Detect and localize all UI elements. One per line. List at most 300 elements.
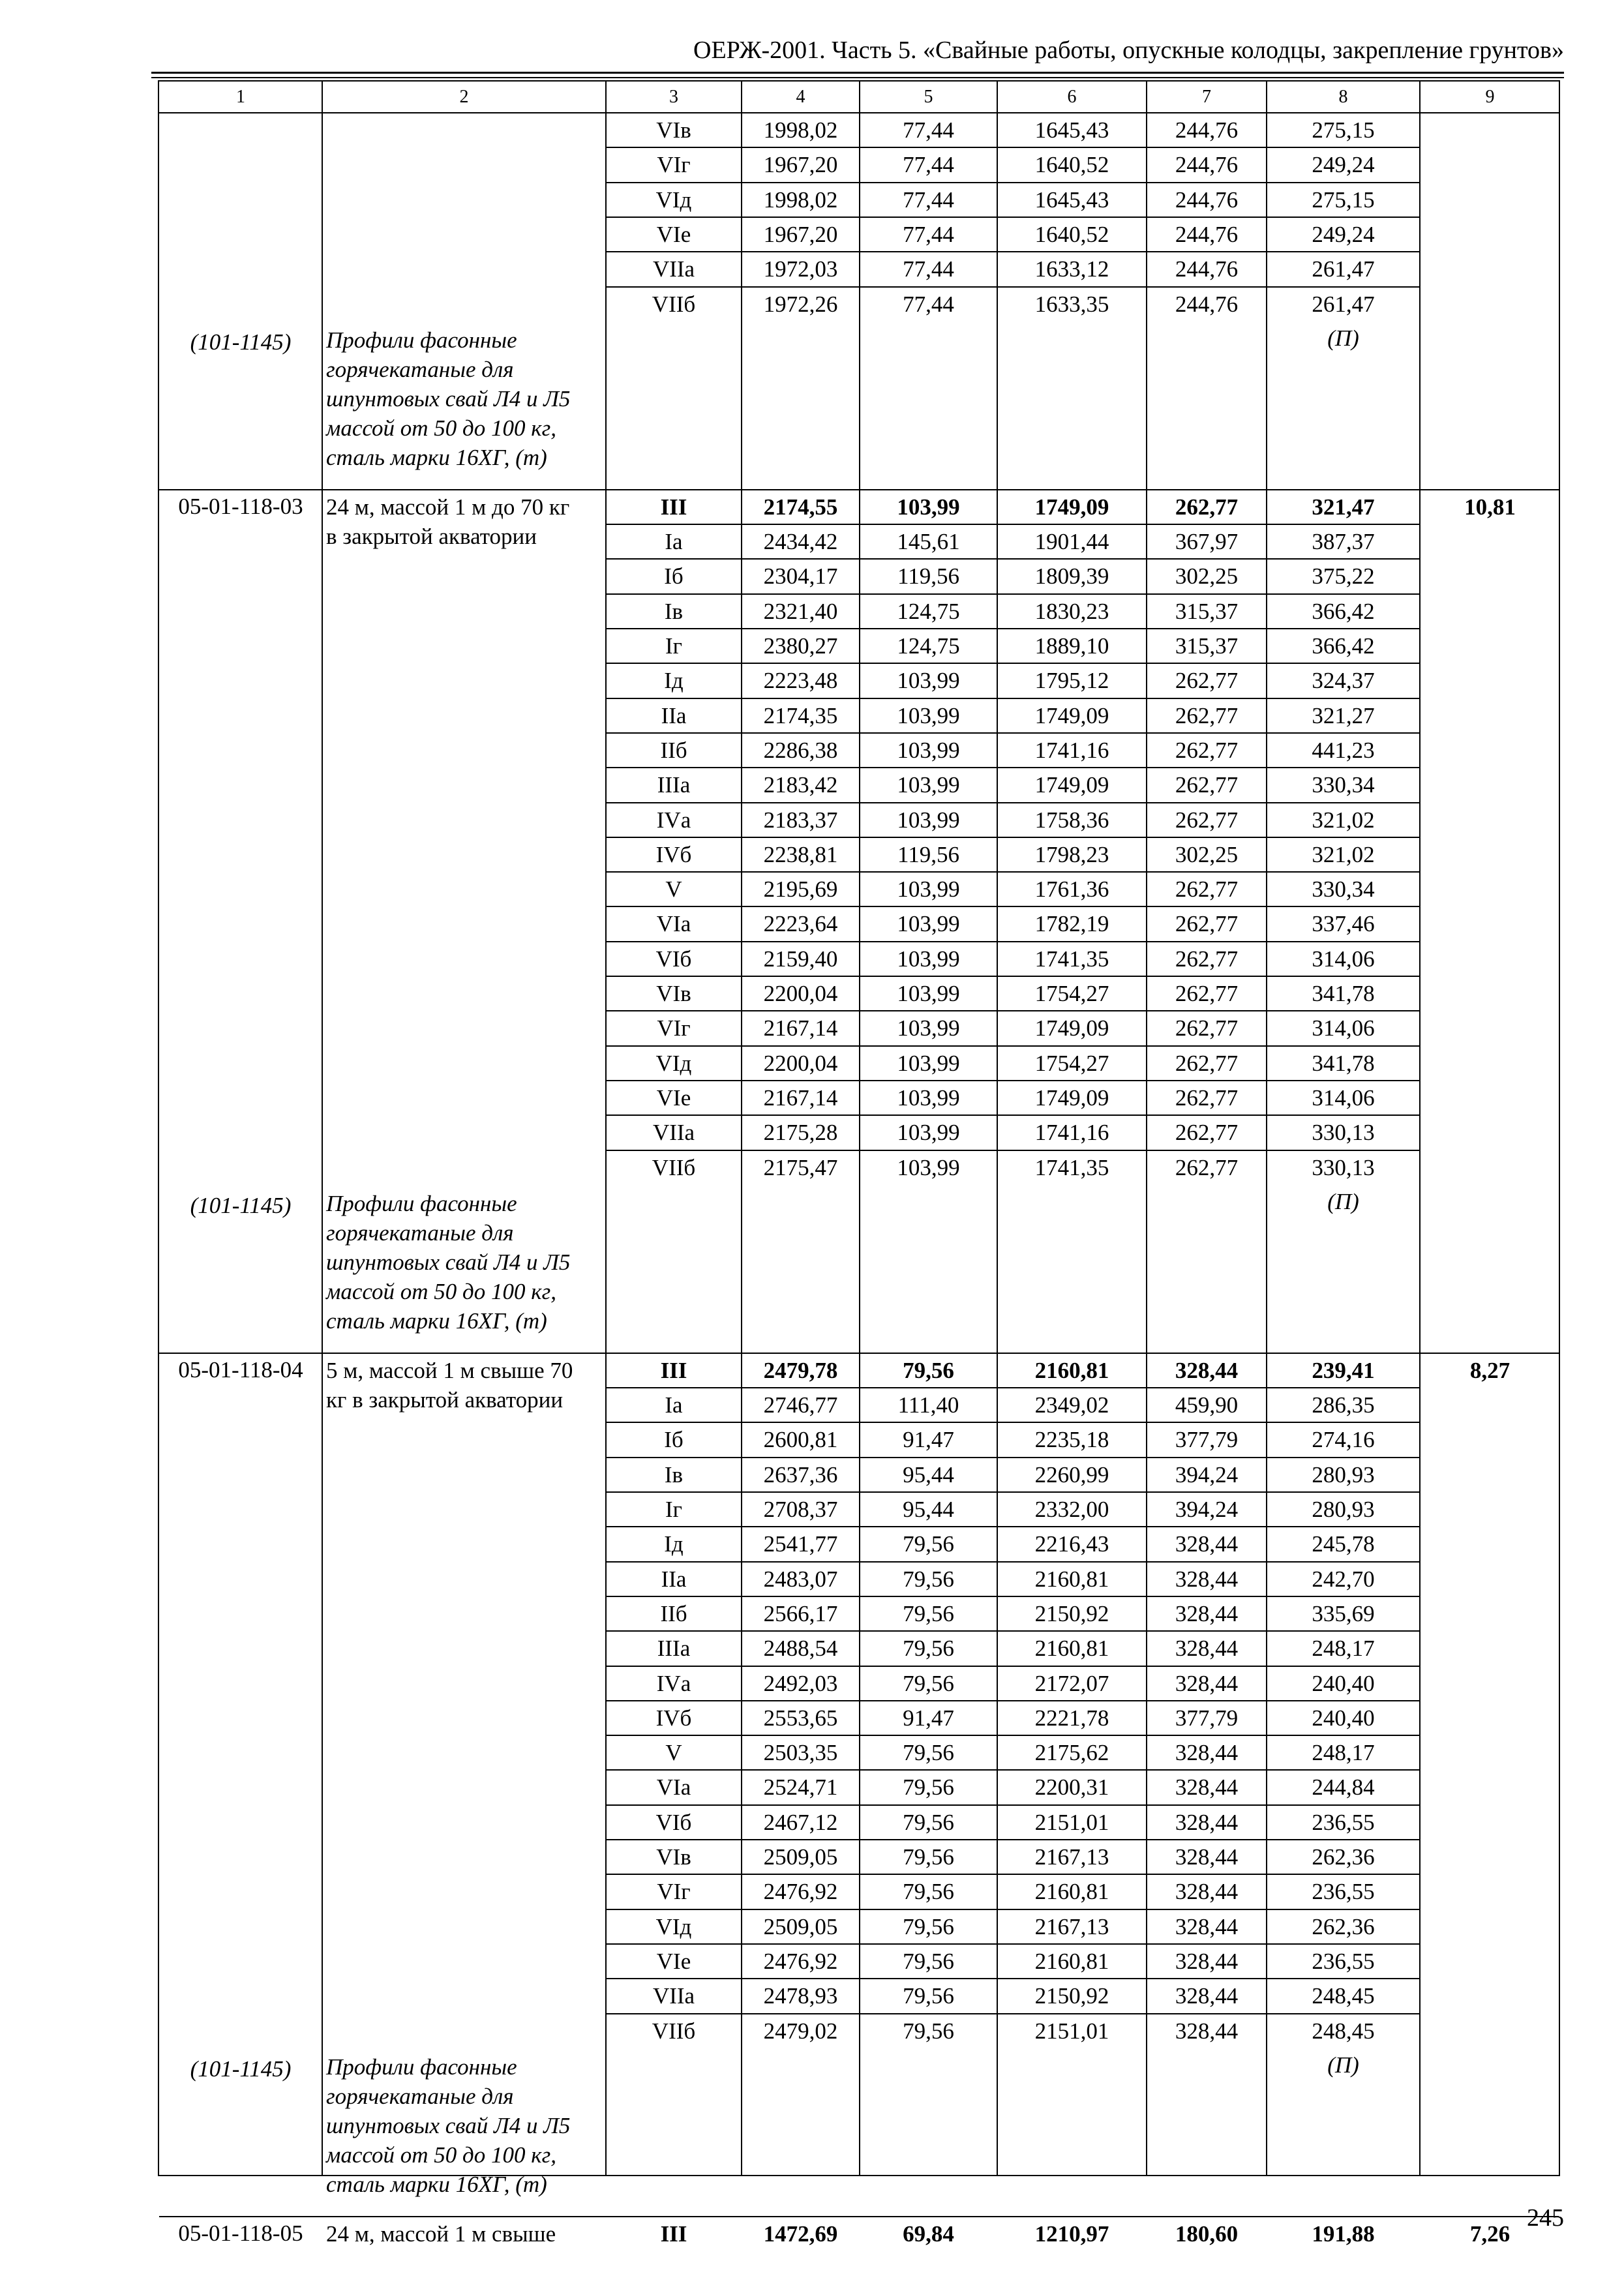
rate-value-col5: 79,56 — [903, 1879, 954, 1905]
rate-value-col5: 95,44 — [903, 1497, 954, 1522]
rate-value-col6: 2150,92 — [1034, 1600, 1109, 1626]
rate-value-col8: 262,36 — [1312, 1913, 1375, 1939]
rate-value-col6: 1782,19 — [1034, 911, 1109, 937]
header-rule — [151, 72, 1564, 74]
rate-description: 24 м, массой 1 м свыше — [326, 2221, 556, 2247]
rate-value-col4: 2167,14 — [763, 1085, 838, 1111]
rate-value-col7: 302,25 — [1175, 563, 1239, 590]
rate-value-col5: 103,99 — [897, 737, 960, 763]
rate-value-col7: 244,76 — [1175, 187, 1239, 213]
rate-value-col4: 2223,64 — [763, 911, 838, 937]
rate-value-col6: 2160,81 — [1034, 1948, 1109, 1974]
rate-value-col8: 275,15 — [1312, 187, 1375, 213]
rate-value-col5: 103,99 — [897, 668, 960, 694]
rate-value-col5: 103,99 — [897, 876, 960, 903]
rate-value-col6: 1809,39 — [1034, 563, 1109, 590]
rate-value-col6: 2200,31 — [1034, 1774, 1109, 1801]
rate-value-col5: 103,99 — [897, 1085, 960, 1111]
zone-code: VIд — [655, 1050, 692, 1076]
rate-value-col7: 394,24 — [1175, 1497, 1239, 1522]
zone-code: III — [660, 494, 687, 520]
rate-value-col8: 248,45 — [1312, 2018, 1375, 2044]
rate-value-col5: 145,61 — [897, 529, 960, 555]
rate-value-col4: 1472,69 — [763, 2221, 838, 2247]
rate-value-col6: 2150,92 — [1034, 1983, 1109, 2009]
rate-value-col7: 262,77 — [1175, 702, 1239, 728]
zone-code: Iд — [664, 668, 684, 694]
rate-value-col4: 2600,81 — [763, 1427, 838, 1453]
column-header-7: 7 — [1202, 87, 1211, 107]
rate-value-col7: 377,79 — [1175, 1427, 1239, 1453]
rate-value-col6: 2216,43 — [1034, 1531, 1109, 1557]
rate-value-col6: 1754,27 — [1034, 1050, 1109, 1076]
rate-value-col4: 2175,28 — [763, 1120, 838, 1146]
rate-value-col4: 2174,55 — [763, 494, 838, 520]
rate-code: 05-01-118-03 — [178, 493, 303, 519]
rate-value-col6: 2235,18 — [1034, 1427, 1109, 1453]
rate-value-col7: 262,77 — [1175, 1120, 1239, 1146]
rate-value-col5: 79,56 — [903, 1636, 954, 1662]
rate-value-col5: 79,56 — [903, 1740, 954, 1766]
rate-value-col8: 240,40 — [1312, 1670, 1375, 1696]
zone-code: VIб — [655, 946, 692, 972]
zone-code: VIв — [656, 981, 691, 1006]
zone-code: VIIа — [652, 1983, 695, 2009]
rate-value-col4: 2478,93 — [763, 1983, 838, 2009]
labor-cost-total: 10,81 — [1464, 494, 1516, 520]
rate-value-col8: 330,13 — [1312, 1120, 1375, 1146]
rate-value-col8: 321,27 — [1312, 702, 1375, 728]
rate-value-col4: 2238,81 — [763, 841, 838, 867]
rate-value-col4: 2175,47 — [763, 1154, 838, 1180]
rate-value-col7: 328,44 — [1175, 1879, 1239, 1905]
rate-value-col4: 2708,37 — [763, 1497, 838, 1522]
rate-value-col5: 103,99 — [897, 807, 960, 833]
material-description: Профили фасонные горячекатаные для шпунтовых свай Л4 и Л5 массой от 50 до 100 кг, сталь марки 16ХГ, (т) — [326, 1190, 571, 1334]
rate-value-col6: 2167,13 — [1034, 1913, 1109, 1939]
rate-value-col4: 2509,05 — [763, 1913, 838, 1939]
material-note: (П) — [1327, 2052, 1359, 2078]
rate-value-col6: 1741,16 — [1034, 737, 1109, 763]
labor-cost-total: 7,26 — [1469, 2221, 1511, 2247]
zone-code: VIIб — [652, 2018, 696, 2044]
rate-value-col8: 330,13 — [1312, 1154, 1375, 1180]
rates-table — [158, 80, 1560, 2247]
column-header-4: 4 — [796, 87, 805, 107]
rate-value-col4: 1998,02 — [763, 117, 838, 143]
rate-value-col4: 2174,35 — [763, 702, 838, 728]
rate-value-col8: 275,15 — [1312, 117, 1375, 143]
zone-code: III — [660, 2221, 687, 2247]
rate-value-col6: 1749,09 — [1034, 772, 1109, 798]
rate-value-col7: 394,24 — [1175, 1461, 1239, 1488]
rate-value-col8: 236,55 — [1312, 1809, 1375, 1835]
rate-value-col4: 2476,92 — [763, 1879, 838, 1905]
material-code: (101-1145) — [190, 329, 292, 355]
rate-value-col8: 314,06 — [1312, 1085, 1375, 1111]
rate-value-col5: 79,56 — [903, 1913, 954, 1939]
zone-code: VIа — [656, 911, 691, 937]
labor-cost-total: 8,27 — [1469, 1357, 1511, 1383]
rate-value-col8: 441,23 — [1312, 737, 1375, 763]
rate-value-col4: 2200,04 — [763, 981, 838, 1006]
rate-value-col4: 2223,48 — [763, 668, 838, 694]
rate-value-col7: 315,37 — [1175, 598, 1239, 624]
zone-code: IVб — [655, 841, 692, 867]
rate-value-col5: 95,44 — [903, 1461, 954, 1488]
zone-code: Iг — [665, 633, 682, 659]
rate-value-col6: 1741,35 — [1034, 1154, 1109, 1180]
zone-code: VIIб — [652, 291, 696, 317]
rate-value-col6: 1741,16 — [1034, 1120, 1109, 1146]
rate-value-col5: 79,56 — [903, 1844, 954, 1870]
rate-value-col7: 315,37 — [1175, 633, 1239, 659]
rate-value-col6: 1640,52 — [1034, 221, 1109, 247]
material-description: Профили фасонные горячекатаные для шпунтовых свай Л4 и Л5 массой от 50 до 100 кг, сталь марки 16ХГ, (т) — [326, 2054, 571, 2197]
zone-code: V — [665, 876, 682, 903]
rate-value-col8: 236,55 — [1312, 1948, 1375, 1974]
rate-value-col5: 103,99 — [897, 946, 960, 972]
rate-value-col4: 2541,77 — [763, 1531, 838, 1557]
rate-value-col6: 2349,02 — [1034, 1392, 1109, 1418]
rate-value-col5: 79,56 — [903, 1809, 954, 1835]
zone-code: VIв — [656, 1844, 691, 1870]
rate-value-col8: 248,45 — [1312, 1983, 1375, 2009]
rate-value-col7: 328,44 — [1175, 1600, 1239, 1626]
rate-value-col5: 103,99 — [897, 911, 960, 937]
page-number: 245 — [1527, 2204, 1564, 2232]
zone-code: Iб — [664, 563, 684, 590]
rate-value-col8: 286,35 — [1312, 1392, 1375, 1418]
rate-value-col7: 244,76 — [1175, 221, 1239, 247]
rate-value-col8: 280,93 — [1312, 1497, 1375, 1522]
column-header-3: 3 — [669, 87, 678, 107]
rate-value-col6: 2160,81 — [1034, 1566, 1109, 1592]
rate-value-col6: 1749,09 — [1034, 1015, 1109, 1041]
zone-code: VIа — [656, 1774, 691, 1801]
rate-value-col5: 103,99 — [897, 1015, 960, 1041]
rate-value-col8: 249,24 — [1312, 221, 1375, 247]
rate-value-col5: 119,56 — [897, 841, 959, 867]
rate-value-col7: 328,44 — [1175, 1948, 1239, 1974]
rate-value-col8: 314,06 — [1312, 1015, 1375, 1041]
rate-value-col6: 1761,36 — [1034, 876, 1109, 903]
zone-code: VIг — [657, 152, 691, 178]
rate-value-col4: 2637,36 — [763, 1461, 838, 1488]
rate-value-col6: 1754,27 — [1034, 981, 1109, 1006]
rate-value-col6: 2260,99 — [1034, 1461, 1109, 1488]
rate-value-col8: 191,88 — [1312, 2221, 1375, 2247]
rate-value-col8: 375,22 — [1312, 563, 1375, 590]
rate-value-col7: 328,44 — [1175, 1566, 1239, 1592]
rate-value-col5: 77,44 — [903, 256, 954, 282]
rate-value-col4: 2321,40 — [763, 598, 838, 624]
rate-value-col4: 2509,05 — [763, 1844, 838, 1870]
column-header-1: 1 — [236, 87, 245, 107]
material-code: (101-1145) — [190, 1192, 292, 1218]
rate-value-col7: 328,44 — [1175, 1740, 1239, 1766]
rate-value-col7: 367,97 — [1175, 529, 1239, 555]
rate-value-col6: 2151,01 — [1034, 2018, 1109, 2044]
rate-value-col6: 2160,81 — [1034, 1879, 1109, 1905]
zone-code: IIIа — [657, 772, 691, 798]
rate-value-col8: 261,47 — [1312, 291, 1375, 317]
rate-value-col4: 2286,38 — [763, 737, 838, 763]
rate-value-col8: 274,16 — [1312, 1427, 1375, 1453]
rate-value-col5: 103,99 — [897, 981, 960, 1006]
rate-value-col4: 2380,27 — [763, 633, 838, 659]
rate-value-col5: 69,84 — [903, 2221, 954, 2247]
rate-value-col7: 459,90 — [1175, 1392, 1239, 1418]
rate-value-col7: 262,77 — [1175, 1154, 1239, 1180]
rate-value-col8: 242,70 — [1312, 1566, 1375, 1592]
rate-value-col4: 2183,37 — [763, 807, 838, 833]
rate-value-col6: 2167,13 — [1034, 1844, 1109, 1870]
zone-code: VIе — [656, 1085, 691, 1111]
rate-value-col4: 2553,65 — [763, 1705, 838, 1731]
rate-value-col5: 124,75 — [897, 633, 960, 659]
rate-value-col7: 262,77 — [1175, 494, 1239, 520]
zone-code: Iв — [664, 1461, 684, 1488]
rate-value-col8: 244,84 — [1312, 1774, 1375, 1801]
column-header-5: 5 — [924, 87, 933, 107]
rate-value-col8: 245,78 — [1312, 1531, 1375, 1557]
rate-value-col7: 328,44 — [1175, 1983, 1239, 2009]
column-header-9: 9 — [1485, 87, 1495, 107]
rate-value-col8: 366,42 — [1312, 598, 1375, 624]
rate-value-col7: 262,77 — [1175, 946, 1239, 972]
zone-code: III — [660, 1357, 687, 1383]
rate-value-col5: 79,56 — [903, 2018, 954, 2044]
rate-value-col5: 103,99 — [897, 772, 960, 798]
rate-value-col5: 91,47 — [903, 1427, 954, 1453]
rate-value-col6: 1640,52 — [1034, 152, 1109, 178]
zone-code: IIб — [660, 737, 687, 763]
rate-value-col5: 111,40 — [897, 1392, 959, 1418]
rate-value-col7: 328,44 — [1175, 1774, 1239, 1801]
rate-value-col6: 1798,23 — [1034, 841, 1109, 867]
rate-value-col7: 244,76 — [1175, 256, 1239, 282]
column-header-2: 2 — [459, 87, 469, 107]
rate-code: 05-01-118-04 — [178, 1356, 303, 1383]
rate-value-col7: 244,76 — [1175, 117, 1239, 143]
rate-value-col6: 1645,43 — [1034, 117, 1109, 143]
rate-value-col6: 1645,43 — [1034, 187, 1109, 213]
rate-value-col4: 2746,77 — [763, 1392, 838, 1418]
zone-code: IIб — [660, 1600, 687, 1626]
rate-value-col7: 262,77 — [1175, 807, 1239, 833]
zone-code: V — [665, 1740, 682, 1766]
zone-code: IVб — [655, 1705, 692, 1731]
rate-value-col4: 2195,69 — [763, 876, 838, 903]
rate-value-col6: 1830,23 — [1034, 598, 1109, 624]
rate-value-col8: 387,37 — [1312, 529, 1375, 555]
material-code: (101-1145) — [190, 2056, 292, 2082]
rate-value-col8: 262,36 — [1312, 1844, 1375, 1870]
rate-value-col5: 79,56 — [903, 1531, 954, 1557]
zone-code: VIв — [656, 117, 691, 143]
rate-value-col7: 262,77 — [1175, 876, 1239, 903]
rate-value-col8: 236,55 — [1312, 1879, 1375, 1905]
rate-value-col5: 79,56 — [903, 1774, 954, 1801]
rate-value-col7: 262,77 — [1175, 772, 1239, 798]
rate-value-col5: 79,56 — [903, 1566, 954, 1592]
zone-code: IIIа — [657, 1636, 691, 1662]
rate-description: 5 м, массой 1 м свыше 70 кг в закрытой акватории — [326, 1357, 573, 1413]
rate-value-col8: 335,69 — [1312, 1600, 1375, 1626]
rate-value-col7: 262,77 — [1175, 737, 1239, 763]
rate-value-col7: 328,44 — [1175, 2018, 1239, 2044]
rate-value-col8: 341,78 — [1312, 981, 1375, 1006]
zone-code: VIIа — [652, 1120, 695, 1146]
zone-code: IVа — [656, 1670, 691, 1696]
rate-value-col8: 249,24 — [1312, 152, 1375, 178]
zone-code: IIа — [661, 1566, 687, 1592]
zone-code: VIе — [656, 221, 691, 247]
rate-value-col5: 77,44 — [903, 221, 954, 247]
rate-value-col6: 1795,12 — [1034, 668, 1109, 694]
rate-value-col6: 1749,09 — [1034, 494, 1109, 520]
rate-value-col4: 2492,03 — [763, 1670, 838, 1696]
rate-value-col4: 2503,35 — [763, 1740, 838, 1766]
zone-code: VIд — [655, 187, 692, 213]
rate-value-col8: 330,34 — [1312, 876, 1375, 903]
rate-value-col4: 2479,78 — [763, 1357, 838, 1383]
rate-value-col5: 103,99 — [897, 1120, 960, 1146]
rate-value-col6: 2175,62 — [1034, 1740, 1109, 1766]
rate-value-col6: 2221,78 — [1034, 1705, 1109, 1731]
zone-code: Iа — [665, 1392, 683, 1418]
rate-value-col8: 280,93 — [1312, 1461, 1375, 1488]
rate-value-col4: 2167,14 — [763, 1015, 838, 1041]
rate-value-col8: 321,47 — [1312, 494, 1375, 520]
rate-value-col7: 328,44 — [1175, 1531, 1239, 1557]
rate-value-col7: 244,76 — [1175, 152, 1239, 178]
rate-value-col6: 1758,36 — [1034, 807, 1109, 833]
rate-value-col5: 119,56 — [897, 563, 959, 590]
column-header-6: 6 — [1067, 87, 1077, 107]
rate-value-col7: 180,60 — [1175, 2221, 1239, 2247]
zone-code: VIIб — [652, 1154, 696, 1180]
rate-value-col7: 262,77 — [1175, 1015, 1239, 1041]
rate-value-col8: 248,17 — [1312, 1740, 1375, 1766]
rate-value-col7: 328,44 — [1175, 1670, 1239, 1696]
rate-value-col5: 77,44 — [903, 117, 954, 143]
rate-value-col8: 321,02 — [1312, 841, 1375, 867]
rate-value-col6: 1749,09 — [1034, 702, 1109, 728]
rate-value-col5: 103,99 — [897, 702, 960, 728]
rate-value-col5: 77,44 — [903, 291, 954, 317]
rate-value-col8: 330,34 — [1312, 772, 1375, 798]
zone-code: Iб — [664, 1427, 684, 1453]
rate-value-col8: 314,06 — [1312, 946, 1375, 972]
page-header-title: ОЕРЖ-2001. Часть 5. «Свайные работы, опускные колодцы, закрепление грунтов» — [693, 37, 1564, 64]
rate-value-col6: 2160,81 — [1034, 1357, 1109, 1383]
rate-value-col4: 2476,92 — [763, 1948, 838, 1974]
rate-value-col5: 103,99 — [897, 1050, 960, 1076]
rate-value-col6: 1210,97 — [1034, 2221, 1109, 2247]
rate-value-col6: 2151,01 — [1034, 1809, 1109, 1835]
rate-value-col4: 2479,02 — [763, 2018, 838, 2044]
rate-value-col4: 1972,03 — [763, 256, 838, 282]
rate-value-col4: 2524,71 — [763, 1774, 838, 1801]
rate-value-col7: 328,44 — [1175, 1636, 1239, 1662]
rate-value-col6: 2332,00 — [1034, 1497, 1109, 1522]
rate-value-col5: 124,75 — [897, 598, 960, 624]
rate-value-col8: 366,42 — [1312, 633, 1375, 659]
rate-value-col6: 2172,07 — [1034, 1670, 1109, 1696]
rate-value-col6: 2160,81 — [1034, 1636, 1109, 1662]
zone-code: Iа — [665, 529, 683, 555]
rate-value-col6: 1633,35 — [1034, 291, 1109, 317]
rate-value-col5: 79,56 — [903, 1357, 954, 1383]
rate-value-col6: 1749,09 — [1034, 1085, 1109, 1111]
rate-value-col5: 91,47 — [903, 1705, 954, 1731]
rate-value-col4: 1998,02 — [763, 187, 838, 213]
rate-value-col4: 2304,17 — [763, 563, 838, 590]
column-header-8: 8 — [1338, 87, 1348, 107]
rate-value-col8: 337,46 — [1312, 911, 1375, 937]
zone-code: Iг — [665, 1497, 682, 1522]
rate-value-col4: 1972,26 — [763, 291, 838, 317]
rate-value-col6: 1741,35 — [1034, 946, 1109, 972]
rate-value-col6: 1901,44 — [1034, 529, 1109, 555]
zone-code: VIг — [657, 1015, 691, 1041]
zone-code: VIе — [656, 1948, 691, 1974]
rate-value-col7: 328,44 — [1175, 1913, 1239, 1939]
rate-value-col5: 103,99 — [897, 494, 960, 520]
zone-code: IVа — [656, 807, 691, 833]
header-rule-secondary — [151, 77, 1564, 78]
zone-code: Iв — [664, 598, 684, 624]
rate-value-col7: 328,44 — [1175, 1844, 1239, 1870]
rate-value-col4: 2483,07 — [763, 1566, 838, 1592]
rate-value-col6: 1889,10 — [1034, 633, 1109, 659]
rate-value-col7: 262,77 — [1175, 1050, 1239, 1076]
rate-value-col4: 2467,12 — [763, 1809, 838, 1835]
rate-value-col4: 2159,40 — [763, 946, 838, 972]
rate-value-col7: 377,79 — [1175, 1705, 1239, 1731]
zone-code: VIб — [655, 1809, 692, 1835]
column-divider — [322, 82, 323, 2175]
rate-value-col4: 2200,04 — [763, 1050, 838, 1076]
rate-value-col8: 239,41 — [1312, 1357, 1375, 1383]
rate-description: 24 м, массой 1 м до 70 кг в закрытой акватории — [326, 494, 570, 549]
rate-value-col7: 262,77 — [1175, 1085, 1239, 1111]
rate-value-col4: 1967,20 — [763, 221, 838, 247]
rate-value-col5: 103,99 — [897, 1154, 960, 1180]
rate-value-col6: 1633,12 — [1034, 256, 1109, 282]
zone-code: VIIа — [652, 256, 695, 282]
rate-value-col4: 2434,42 — [763, 529, 838, 555]
rate-value-col7: 328,44 — [1175, 1357, 1239, 1383]
rate-value-col7: 302,25 — [1175, 841, 1239, 867]
rate-value-col7: 262,77 — [1175, 668, 1239, 694]
zone-code: VIг — [657, 1879, 691, 1905]
rate-value-col7: 262,77 — [1175, 911, 1239, 937]
zone-code: VIд — [655, 1913, 692, 1939]
rate-value-col5: 79,56 — [903, 1600, 954, 1626]
rate-value-col4: 2183,42 — [763, 772, 838, 798]
rate-value-col7: 244,76 — [1175, 291, 1239, 317]
material-note: (П) — [1327, 325, 1359, 351]
zone-code: IIа — [661, 702, 687, 728]
rate-value-col5: 77,44 — [903, 152, 954, 178]
rate-value-col8: 248,17 — [1312, 1636, 1375, 1662]
rate-value-col7: 262,77 — [1175, 981, 1239, 1006]
rate-code: 05-01-118-05 — [178, 2220, 303, 2246]
rate-value-col8: 261,47 — [1312, 256, 1375, 282]
